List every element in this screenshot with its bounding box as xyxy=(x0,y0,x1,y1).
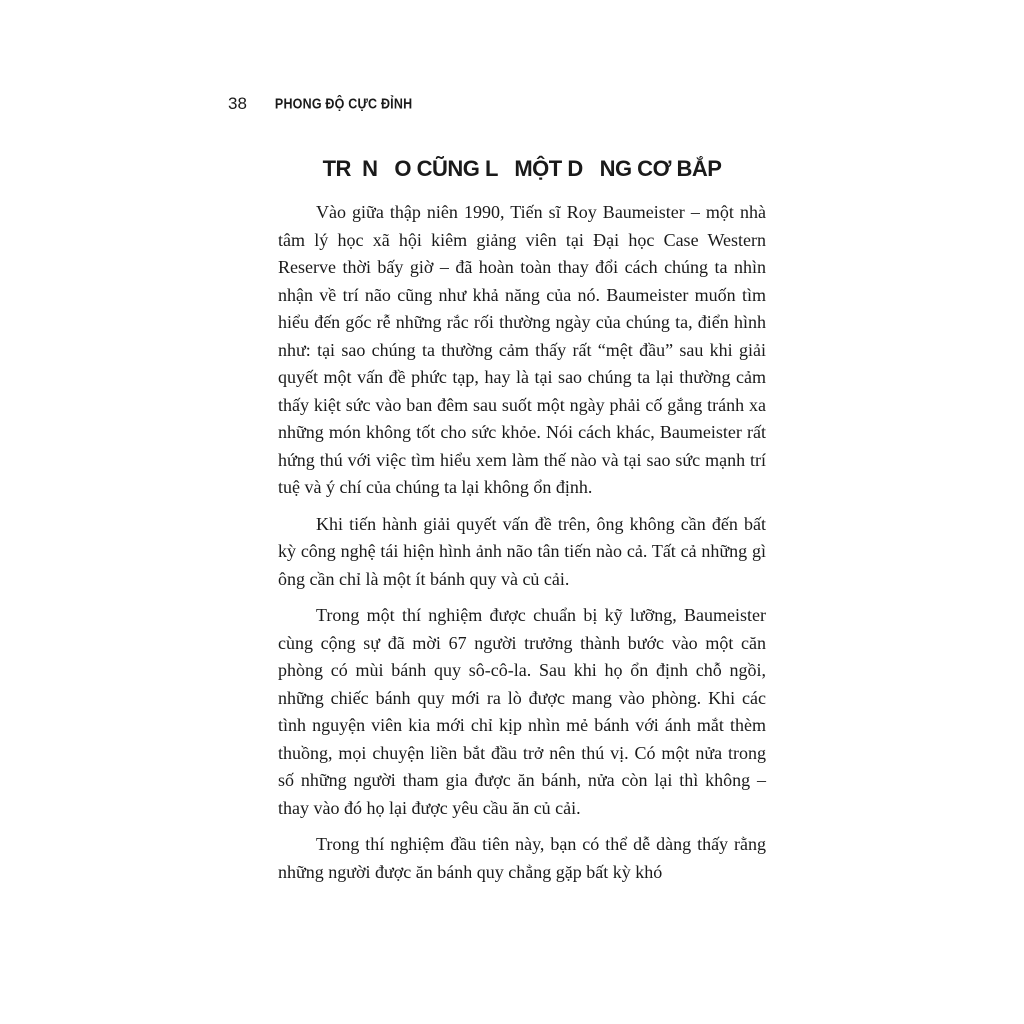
book-title: PHONG ĐỘ CỰC ĐỈNH xyxy=(274,95,413,112)
body-text xyxy=(278,199,766,895)
paragraph: Trong thí nghiệm đầu tiên này, bạn có thể dễ dàng thấy rằng những người được ăn bánh quy chẳng gặp bất kỳ khó xyxy=(278,834,766,882)
page-number: 38 xyxy=(228,94,247,113)
paragraph: Trong một thí nghiệm được chuẩn bị kỹ lưỡng, Baumeister cùng cộng sự đã mời 67 người trưởng thành bước vào một căn phòng có mùi bánh quy sô-cô-la. Sau khi họ ổn định chỗ ngồi, những chiếc bánh quy mới ra lò được mang vào phòng. Khi các tình nguyện viên kia mới chỉ kịp nhìn mẻ bánh với ánh mắt thèm thuồng, mọi chuyện liền bắt đầu trở nên thú vị. Có một nửa trong số những người tham gia được ăn bánh, nửa còn lại thì không – thay vào đó họ lại được yêu cầu ăn củ cải. xyxy=(278,605,766,818)
paragraph: Vào giữa thập niên 1990, Tiến sĩ Roy Baumeister – một nhà tâm lý học xã hội kiêm giảng viên tại Đại học Case Western Reserve thời bấy giờ – đã hoàn toàn thay đổi cách chúng ta nhìn nhận về trí não cũng như khả năng của nó. Baumeister muốn tìm hiểu đến gốc rễ những rắc rối thường ngày của chúng ta, điển hình như: tại sao chúng ta thường cảm thấy rất “mệt đầu” sau khi giải quyết một vấn đề phức tạp, hay là tại sao chúng ta lại thường cảm thấy kiệt sức vào ban đêm sau suốt một ngày phải cố gắng tránh xa những món không tốt cho sức khỏe. Nói cách khác, Baumeister rất hứng thú với việc tìm hiểu xem làm thế nào và tại sao sức mạnh trí tuệ và ý chí của chúng ta lại không ổn định. xyxy=(278,202,766,497)
paragraph: Khi tiến hành giải quyết vấn đề trên, ông không cần đến bất kỳ công nghệ tái hiện hình ảnh não tân tiến nào cả. Tất cả những gì ông cần chỉ là một ít bánh quy và củ cải. xyxy=(278,513,766,589)
running-head xyxy=(228,94,412,118)
chapter-heading: TR N O CŨNG L MỘT D NG CƠ BẮP xyxy=(322,156,722,181)
